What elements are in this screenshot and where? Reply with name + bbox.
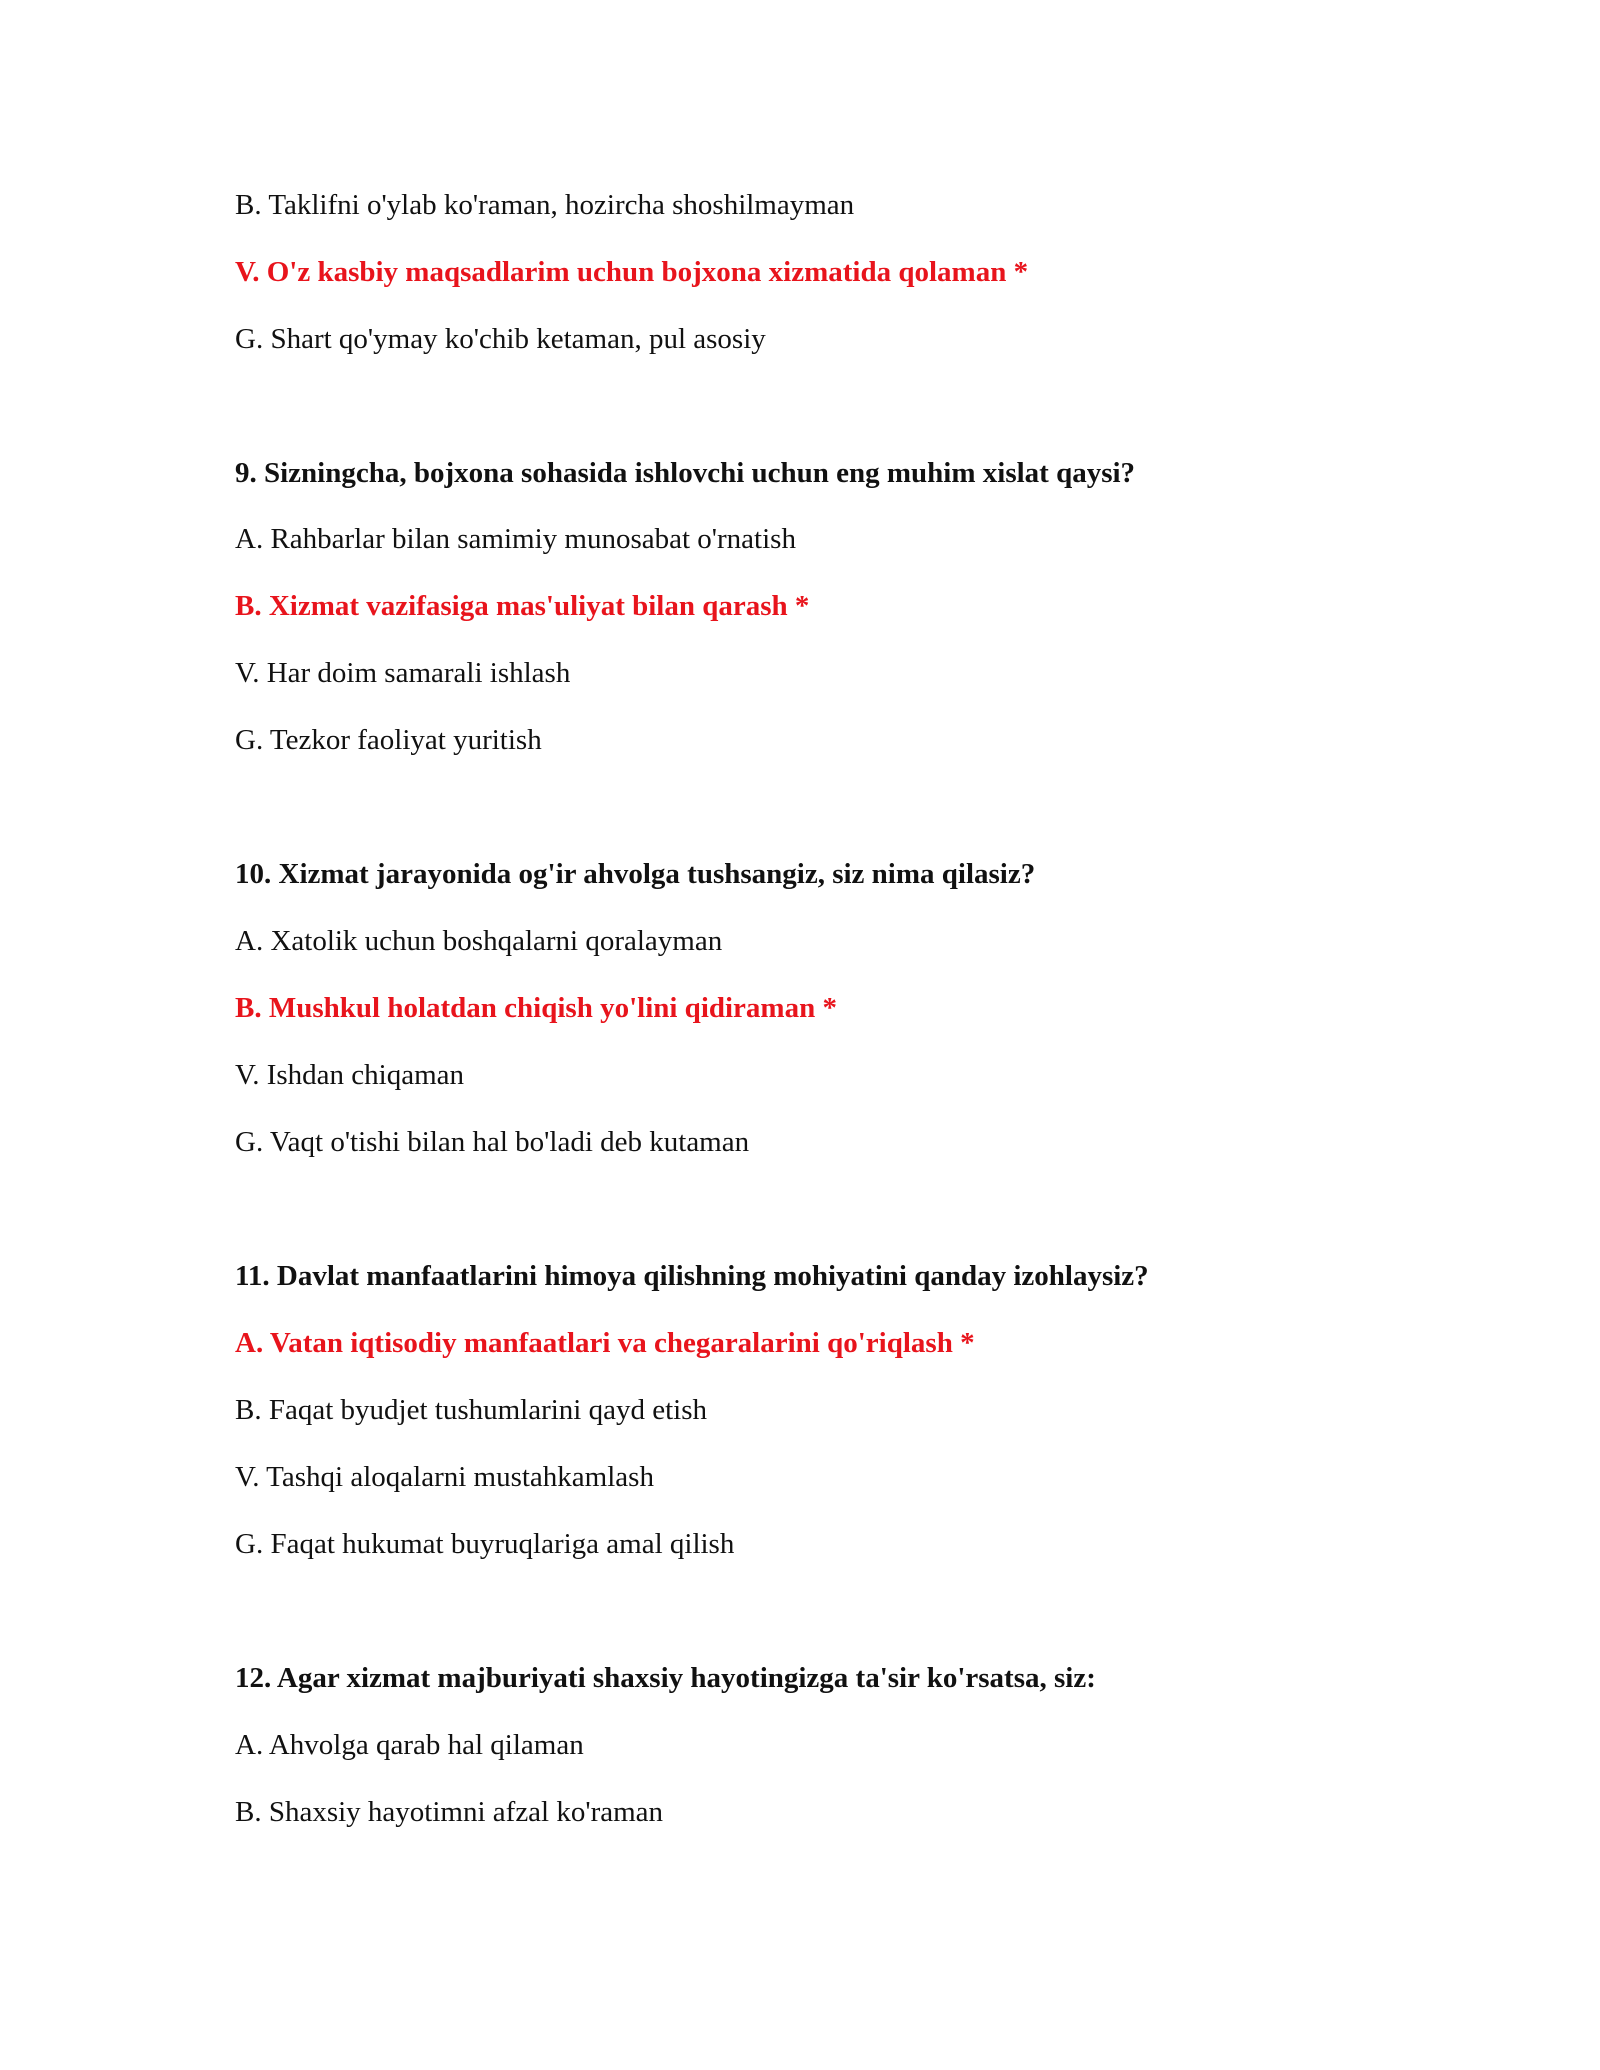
q9-option-v: V. Har doim samarali ishlash — [235, 657, 571, 689]
q9-option-a: A. Rahbarlar bilan samimiy munosabat o'rnatish — [235, 523, 796, 555]
q12-option-b: B. Shaxsiy hayotimni afzal ko'raman — [235, 1796, 664, 1828]
q9-question: 9. Sizningcha, bojxona sohasida ishlovchi uchun eng muhim xislat qaysi? — [235, 457, 1136, 489]
q8-option-b: B. Taklifni o'ylab ko'raman, hozircha shoshilmayman — [235, 189, 855, 221]
q11-option-g: G. Faqat hukumat buyruqlariga amal qilish — [235, 1528, 735, 1560]
q11-option-v: V. Tashqi aloqalarni mustahkamlash — [235, 1461, 654, 1493]
q10-option-b-correct: B. Mushkul holatdan chiqish yo'lini qidiraman * — [235, 992, 837, 1024]
q11-question: 11. Davlat manfaatlarini himoya qilishning mohiyatini qanday izohlaysiz? — [235, 1260, 1149, 1292]
q11-option-a-correct: A. Vatan iqtisodiy manfaatlari va chegaralarini qo'riqlash * — [235, 1327, 975, 1359]
q8-option-g: G. Shart qo'ymay ko'chib ketaman, pul asosiy — [235, 323, 766, 355]
q10-option-v: V. Ishdan chiqaman — [235, 1059, 464, 1091]
q10-question: 10. Xizmat jarayonida og'ir ahvolga tushsangiz, siz nima qilasiz? — [235, 858, 1036, 890]
q12-question: 12. Agar xizmat majburiyati shaxsiy hayotingizga ta'sir ko'rsatsa, siz: — [235, 1662, 1096, 1694]
q10-option-g: G. Vaqt o'tishi bilan hal bo'ladi deb kutaman — [235, 1126, 750, 1158]
q8-option-v-correct: V. O'z kasbiy maqsadlarim uchun bojxona xizmatida qolaman * — [235, 256, 1029, 288]
q10-option-a: A. Xatolik uchun boshqalarni qoralayman — [235, 925, 723, 957]
q11-option-b: B. Faqat byudjet tushumlarini qayd etish — [235, 1394, 708, 1426]
q9-option-g: G. Tezkor faoliyat yuritish — [235, 724, 542, 756]
q9-option-b-correct: B. Xizmat vazifasiga mas'uliyat bilan qarash * — [235, 590, 810, 622]
q12-option-a: A. Ahvolga qarab hal qilaman — [235, 1729, 584, 1761]
